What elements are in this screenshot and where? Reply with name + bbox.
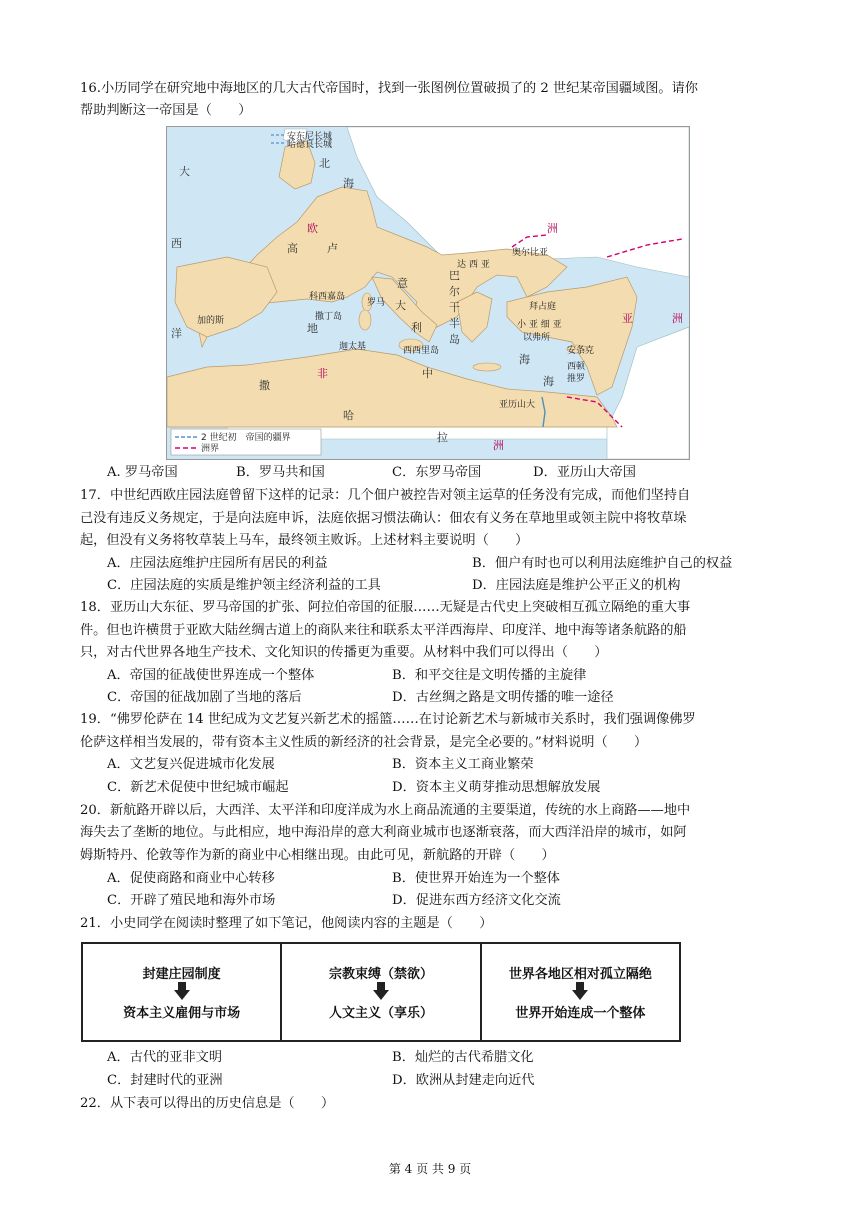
label-ya: 亚 <box>622 312 633 325</box>
label-tyre: 推罗 <box>567 374 586 384</box>
label-dacia: 达 西 亚 <box>457 260 490 270</box>
label-olbia: 奥尔比亚 <box>512 248 549 258</box>
roman-empire-map <box>166 126 690 460</box>
label-hai-north: 海 <box>343 177 354 190</box>
q18-option-a[interactable]: A．帝国的征战使世界连成一个整体 <box>107 668 315 683</box>
q21-option-c[interactable]: C．封建时代的亚洲 <box>107 1073 223 1088</box>
q16-stem-line1: 16.小历同学在研究地中海地区的几大古代帝国时，找到一张图例位置破损了的 2 世纪某帝国疆域图。请你 <box>80 81 698 96</box>
label-cadiz: 加的斯 <box>197 316 225 326</box>
empire-africa <box>167 349 617 427</box>
map-graphic <box>167 127 689 459</box>
q18-option-c[interactable]: C．帝国的征战加剧了当地的落后 <box>107 690 302 705</box>
label-zhou-as: 洲 <box>672 312 683 325</box>
label-alexandria: 亚历山大 <box>499 400 536 410</box>
q17-option-b[interactable]: B．佃户有时也可以利用法庭维护自己的权益 <box>472 556 733 571</box>
label-antioch: 安条克 <box>567 346 595 356</box>
q22-stem: 22．从下表可以得出的历史信息是（ ） <box>80 1096 335 1111</box>
label-ba: 巴 <box>449 269 460 282</box>
label-di: 地 <box>307 322 318 335</box>
label-sardinia: 撒丁岛 <box>315 312 343 322</box>
q17-stem-line1: 17．中世纪西欧庄园法庭曾留下这样的记录：几个佃户被控告对领主运草的任务没有完成，而他们坚持自 <box>80 488 691 503</box>
q16-option-b[interactable]: B．罗马共和国 <box>236 465 325 480</box>
reading-notes-diagram <box>81 942 681 1042</box>
down-arrow-icon <box>572 990 588 1000</box>
q20-stem-line2: 海失去了垄断的地位。与此相应，地中海沿岸的意大利商业城市也逐渐衰落，而大西洋沿岸的城市，如阿 <box>80 825 687 840</box>
empire-spain <box>175 257 277 337</box>
label-ephesus: 以弗所 <box>523 333 551 343</box>
note-2-bottom: 人文主义（享乐） <box>328 1006 433 1021</box>
label-ou: 欧 <box>307 222 318 235</box>
label-zhou-eu: 洲 <box>547 222 558 235</box>
q21-stem: 21．小史同学在阅读时整理了如下笔记，他阅读内容的主题是（ ） <box>80 916 493 931</box>
crete <box>473 363 501 371</box>
label-dao: 岛 <box>449 333 460 346</box>
label-rome: 罗马 <box>367 298 386 308</box>
q20-option-d[interactable]: D．促进东西方经济文化交流 <box>392 893 561 908</box>
note-2-top: 宗教束缚（禁欲） <box>328 967 433 982</box>
note-column-1 <box>83 944 282 1040</box>
note-1-bottom: 资本主义雇佣与市场 <box>123 1006 241 1021</box>
label-asia-minor: 小 亚 细 亚 <box>517 320 562 330</box>
q18-option-d[interactable]: D．古丝绸之路是文明传播的唯一途径 <box>392 690 614 705</box>
note-3-top: 世界各地区相对孤立隔绝 <box>508 967 652 982</box>
label-fei: 非 <box>317 367 328 380</box>
label-hai-mid: 海 <box>543 375 554 388</box>
label-bei: 北 <box>319 157 330 170</box>
label-ha: 哈 <box>343 409 354 422</box>
label-hai-east: 海 <box>519 353 530 366</box>
down-arrow-icon <box>174 990 190 1000</box>
q19-option-c[interactable]: C．新艺术促使中世纪城市崛起 <box>107 780 289 795</box>
q20-option-b[interactable]: B．使世界开始连为一个整体 <box>392 871 560 886</box>
label-hadrian-wall: 哈德良长城 <box>287 140 333 150</box>
q17-stem-line2: 己没有违反义务规定，于是向法庭申诉，法庭依据习惯法确认：佃农有义务在草地里或领主院中将牧草垛 <box>80 511 687 526</box>
label-zhong: 中 <box>422 367 433 380</box>
q20-option-c[interactable]: C．开辟了殖民地和海外市场 <box>107 893 276 908</box>
label-yang: 洋 <box>171 327 182 340</box>
q16-option-d[interactable]: D．亚历山大帝国 <box>533 465 636 480</box>
q17-option-c[interactable]: C．庄园法庭的实质是维护领主经济利益的工具 <box>107 578 381 593</box>
q21-option-d[interactable]: D．欧洲从封建走向近代 <box>392 1073 535 1088</box>
q20-option-a[interactable]: A．促使商路和商业中心转移 <box>107 871 275 886</box>
q20-stem-line1: 20．新航路开辟以后，大西洋、太平洋和印度洋成为水上商品流通的主要渠道，传统的水上商路——地中 <box>80 803 691 818</box>
label-da: 大 <box>179 165 190 178</box>
q16-option-c[interactable]: C．东罗马帝国 <box>392 465 482 480</box>
label-corsica: 科西嘉岛 <box>309 292 346 302</box>
q18-option-b[interactable]: B．和平交往是文明传播的主旋律 <box>392 668 587 683</box>
label-yi: 意 <box>397 277 408 290</box>
q17-option-a[interactable]: A．庄园法庭维护庄园所有居民的利益 <box>107 556 328 571</box>
empire-greece <box>457 292 492 342</box>
q18-stem-line2: 件。但也许横贯于亚欧大陆丝绸古道上的商队来往和联系太平洋西海岸、印度洋、地中海等诸条航路的船 <box>80 623 687 638</box>
label-li: 利 <box>411 321 422 334</box>
q20-stem-line3: 姆斯特丹、伦敦等作为新的商业中心相继出现。由此可见，新航路的开辟（ ） <box>80 848 555 863</box>
q19-option-d[interactable]: D．资本主义萌芽推动思想解放发展 <box>392 780 601 795</box>
label-la: 拉 <box>437 431 448 444</box>
note-3-bottom: 世界开始连成一个整体 <box>515 1006 646 1021</box>
label-sidon: 西顿 <box>567 362 586 372</box>
label-gao: 高 <box>287 242 298 255</box>
note-column-2 <box>282 944 481 1040</box>
q18-stem-line1: 18．亚历山大东征、罗马帝国的扩张、阿拉伯帝国的征服……无疑是古代史上突破相互孤立隔绝的重大事 <box>80 600 691 615</box>
q17-stem-line3: 起，但没有义务将牧草装上马车，最终领主败诉。上述材料主要说明（ ） <box>80 533 529 548</box>
q18-stem-line3: 只，对古代世界各地生产技术、文化知识的传播更为重要。从材料中我们可以得出（ ） <box>80 645 608 660</box>
page-footer: 第 4 页 共 9 页 <box>388 1162 472 1176</box>
label-antonine-wall: 安东尼长城 <box>287 132 333 142</box>
q21-option-b[interactable]: B．灿烂的古代希腊文化 <box>392 1050 534 1065</box>
legend-border-text: 2 世纪初 帝国的疆界 <box>201 433 291 443</box>
q19-stem-line1: 19．“佛罗伦萨在 14 世纪成为文艺复兴新艺术的摇篮……在讨论新艺术与新城市关系时，我们强调像佛罗 <box>80 712 696 727</box>
label-da-italy: 大 <box>395 299 406 312</box>
q19-stem-line2: 伦萨这样相当发展的，带有资本主义性质的新经济的社会背景，是完全必要的。”材料说明（ ） <box>80 735 648 750</box>
note-1-top: 封建庄园制度 <box>142 967 221 982</box>
label-xi: 西 <box>171 237 182 250</box>
label-er: 尔 <box>449 285 460 298</box>
q17-option-d[interactable]: D．庄园法庭是维护公平正义的机构 <box>472 578 681 593</box>
q19-option-a[interactable]: A．文艺复兴促进城市化发展 <box>107 757 275 772</box>
label-lu: 卢 <box>327 242 338 255</box>
q16-stem-line2: 帮助判断这一帝国是（ ） <box>80 103 252 118</box>
q19-option-b[interactable]: B．资本主义工商业繁荣 <box>392 757 534 772</box>
q16-option-a[interactable]: A. 罗马帝国 <box>107 465 178 480</box>
label-zhou-af: 洲 <box>493 439 504 452</box>
q21-option-a[interactable]: A．古代的亚非文明 <box>107 1050 223 1065</box>
label-sa: 撒 <box>259 379 270 392</box>
label-sicily: 西西里岛 <box>403 346 440 356</box>
sardinia <box>359 310 371 330</box>
down-arrow-icon <box>373 990 389 1000</box>
label-gan: 干 <box>449 301 460 314</box>
legend-continent-text: 洲界 <box>201 444 220 454</box>
note-column-3 <box>482 944 679 1040</box>
label-carthage: 迦太基 <box>339 342 367 352</box>
label-ban: 半 <box>449 317 460 330</box>
label-byzantium: 拜占庭 <box>529 302 557 312</box>
